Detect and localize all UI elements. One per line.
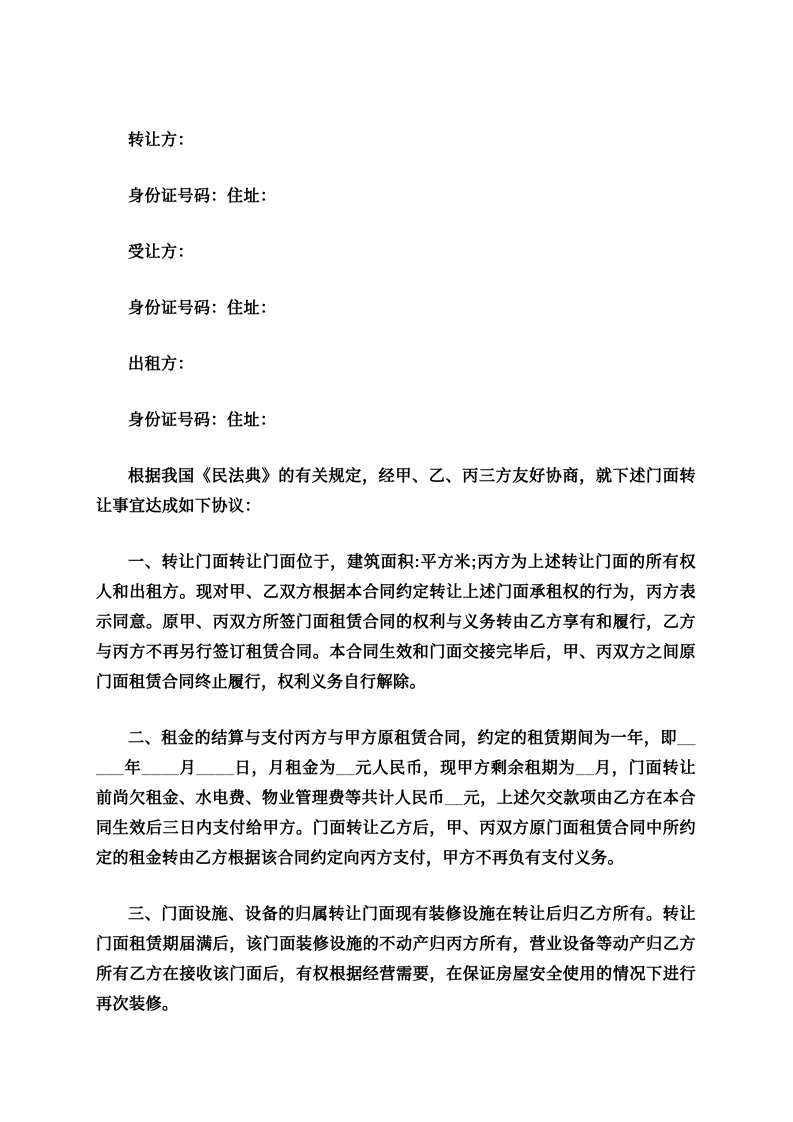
- party-transferee-line: 受让方：: [128, 244, 195, 261]
- party-lessor-id-line: 身份证号码：住址：: [128, 412, 277, 429]
- party-transferor-line: 转让方：: [128, 132, 195, 149]
- party-lessor-line: 出租方：: [128, 356, 195, 373]
- party-transferee-id-line: 身份证号码：住址：: [128, 300, 277, 317]
- party-transferor-id-line: 身份证号码：住址：: [128, 188, 277, 205]
- preamble-paragraph: 根据我国《民法典》的有关规定，经甲、乙、丙三方友好协商，就下述门面转让事宜达成如下协议：: [96, 468, 696, 515]
- clause-3-paragraph: 三、门面设施、设备的归属转让门面现有装修设施在转让后归乙方所有。转让门面租赁期届满后，该门面装修设施的不动产归丙方所有，营业设备等动产归乙方所有乙方在接收该门面后，有权根据经营需要，在保证房屋安全使用的情况下进行再次装修。: [96, 906, 696, 1013]
- clause-1-paragraph: 一、转让门面转让门面位于，建筑面积:平方米;丙方为上述转让门面的所有权人和出租方。现对甲、乙双方根据本合同约定转让上述门面承租权的行为，丙方表示同意。原甲、丙双方所签门面租赁合同的权利与义务转由乙方享有和履行，乙方与丙方不再另行签订租赁合同。本合同生效和门面交接完毕后，甲、丙双方之间原门面租赁合同终止履行，权利义务自行解除。: [96, 554, 696, 691]
- clause-2-paragraph: 二、租金的结算与支付丙方与甲方原租赁合同，约定的租赁期间为一年，即_____年____月____日，月租金为__元人民币，现甲方剩余租期为__月，门面转让前尚欠租金、水电费、物业管理费等共计人民币__元，上述欠交款项由乙方在本合同生效后三日内支付给甲方。门面转让乙方后，甲、丙双方原门面租赁合同中所约定的租金转由乙方根据该合同约定向丙方支付，甲方不再负有支付义务。: [96, 730, 696, 867]
